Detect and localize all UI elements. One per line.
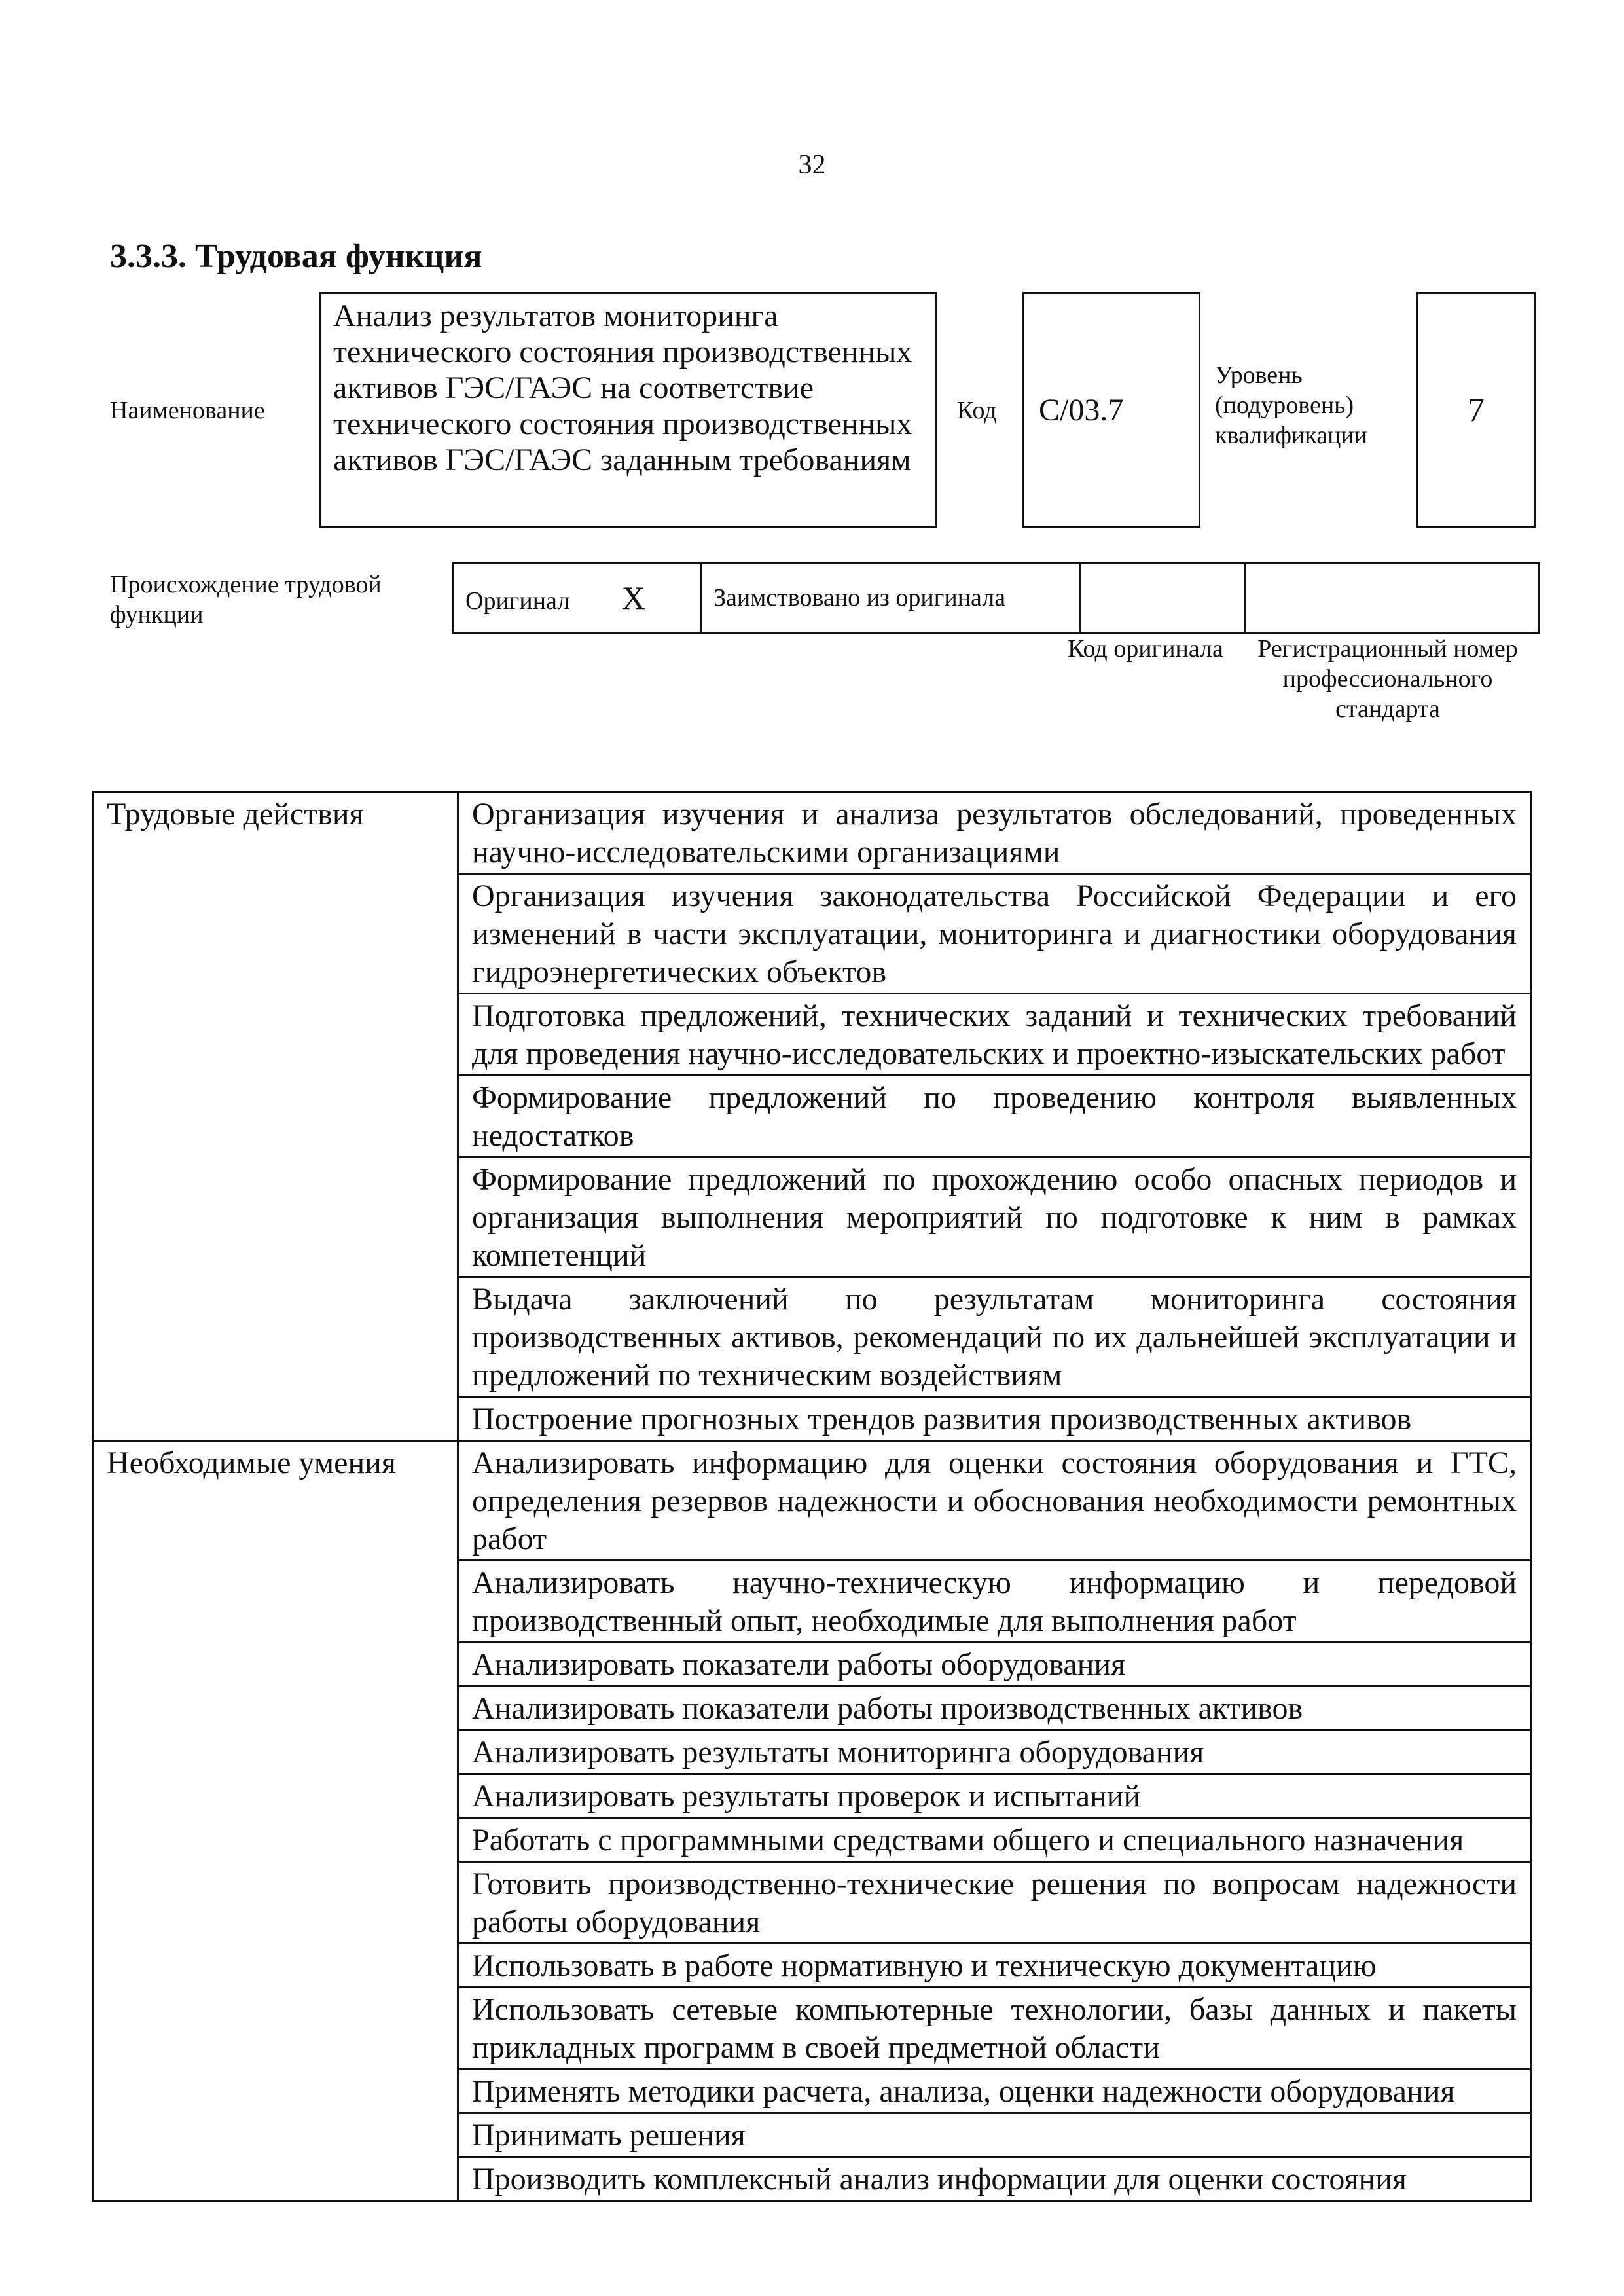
list-item: Формирование предложений по проведению контроля выявленных недостатков [458,1076,1531,1157]
section-title: 3.3.3. Трудовая функция [110,238,482,275]
list-item: Использовать сетевые компьютерные технологии, базы данных и пакеты прикладных программ в своей предметной области [458,1988,1531,2069]
list-item: Анализировать результаты мониторинга оборудования [458,1730,1531,1774]
original-mark: X [621,579,645,616]
list-item: Применять методики расчета, анализа, оценки надежности оборудования [458,2069,1531,2113]
list-item: Принимать решения [458,2113,1531,2157]
qualification-level-box: 7 [1416,292,1536,528]
list-item: Организация изучения и анализа результатов обследований, проведенных научно-исследовательскими организациями [458,792,1531,874]
list-item: Построение прогнозных трендов развития производственных активов [458,1397,1531,1441]
list-item: Выдача заключений по результатам мониторинга состояния производственных активов, рекомендаций по их дальнейшей эксплуатации и предложений по техническим воздействиям [458,1277,1531,1397]
required-skills-label: Необходимые умения [93,1441,458,2201]
list-item: Анализировать показатели работы оборудования [458,1643,1531,1686]
list-item: Готовить производственно-технические решения по вопросам надежности работы оборудования [458,1862,1531,1944]
list-item: Производить комплексный анализ информации для оценки состояния [458,2157,1531,2201]
name-label: Наименование [110,397,265,424]
table-row [93,792,1531,874]
qualification-level-label: Уровень (подуровень) квалификации [1215,361,1368,449]
code-label: Код [957,397,997,424]
registration-number-caption: Регистрационный номер профессионального стандарта [1257,635,1518,723]
original-code-cell [1080,563,1246,633]
origin-label: Происхождение трудовой функции [110,571,382,629]
original-cell [453,563,701,633]
page-number: 32 [798,150,826,180]
list-item: Использовать в работе нормативную и техническую документацию [458,1944,1531,1988]
original-code-caption: Код оригинала [1068,635,1223,663]
list-item: Анализировать информацию для оценки состояния оборудования и ГТС, определения резервов надежности и обоснования необходимости ремонтных работ [458,1441,1531,1561]
registration-number-cell [1246,563,1540,633]
list-item: Анализировать результаты проверок и испытаний [458,1774,1531,1818]
function-details-table [92,791,1532,2202]
list-item: Организация изучения законодательства Российской Федерации и его изменений в части эксплуатации, мониторинга и диагностики оборудования гидроэнергетических объектов [458,874,1531,994]
borrowed-cell: Заимствовано из оригинала [701,563,1080,633]
function-name-box: Анализ результатов мониторинга технического состояния производственных активов ГЭС/ГАЭС на соответствие технического состояния производственных активов ГЭС/ГАЭС заданным требованиям [319,292,937,528]
code-value-box: С/03.7 [1022,292,1200,528]
labor-actions-label: Трудовые действия [93,792,458,1441]
list-item: Анализировать научно-техническую информацию и передовой производственный опыт, необходимые для выполнения работ [458,1561,1531,1643]
list-item: Формирование предложений по прохождению особо опасных периодов и организация выполнения мероприятий по подготовке к ним в рамках компетенций [458,1157,1531,1277]
origin-table [452,562,1540,634]
list-item: Анализировать показатели работы производственных активов [458,1686,1531,1730]
original-label: Оригинал [465,587,570,615]
table-row [93,1441,1531,1561]
list-item: Работать с программными средствами общего и специального назначения [458,1818,1531,1862]
list-item: Подготовка предложений, технических заданий и технических требований для проведения научно-исследовательских и проектно-изыскательских работ [458,994,1531,1076]
